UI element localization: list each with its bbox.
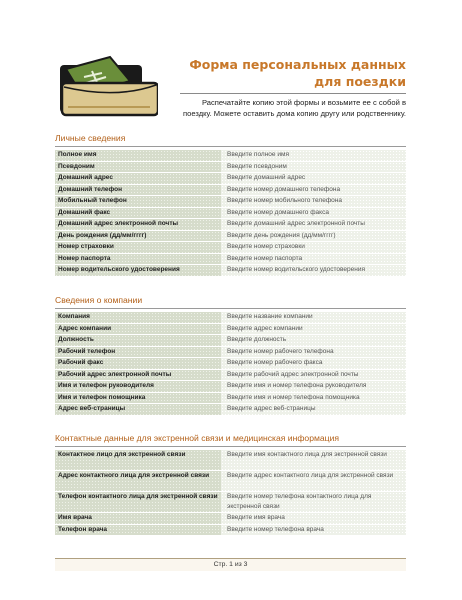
field-input[interactable]: Введите псевдоним [221, 162, 406, 173]
field-label: Имя и телефон руководителя [55, 381, 221, 392]
table-row [55, 173, 406, 184]
table-row [55, 254, 406, 265]
table-row [55, 370, 406, 381]
field-label: Адрес веб-страницы [55, 404, 221, 415]
field-label: Контактное лицо для экстренной связи [55, 450, 221, 470]
field-input[interactable]: Введите номер страховки [221, 242, 406, 253]
field-input[interactable]: Введите адрес контактного лица для экстренной связи [221, 471, 406, 491]
table-row [55, 358, 406, 369]
field-label: Домашний факс [55, 208, 221, 219]
field-label: Домашний адрес электронной почты [55, 219, 221, 230]
section-divider [55, 308, 406, 309]
field-input[interactable]: Введите номер паспорта [221, 254, 406, 265]
field-label: Домашний телефон [55, 185, 221, 196]
field-input[interactable]: Введите домашний адрес [221, 173, 406, 184]
field-label: Рабочий телефон [55, 347, 221, 358]
envelope-with-card-icon [58, 55, 158, 117]
section-divider [55, 446, 406, 447]
field-input[interactable]: Введите номер мобильного телефона [221, 196, 406, 207]
table-row [55, 450, 406, 470]
field-input[interactable]: Введите имя и номер телефона руководителя [221, 381, 406, 392]
section-title: Личные сведения [55, 133, 126, 143]
field-label: Адрес контактного лица для экстренной связи [55, 471, 221, 491]
field-label: Полное имя [55, 150, 221, 161]
field-label: Мобильный телефон [55, 196, 221, 207]
field-label: Адрес компании [55, 324, 221, 335]
table-row [55, 150, 406, 161]
field-input[interactable]: Введите домашний адрес электронной почты [221, 219, 406, 230]
field-input[interactable]: Введите должность [221, 335, 406, 346]
field-label: Номер паспорта [55, 254, 221, 265]
field-input[interactable]: Введите номер домашнего факса [221, 208, 406, 219]
table-row [55, 525, 406, 536]
table-row [55, 185, 406, 196]
section-divider [55, 146, 406, 147]
page-title: Форма персональных данных для поездки [189, 57, 406, 89]
field-label: Псевдоним [55, 162, 221, 173]
table-row [55, 492, 406, 512]
field-input[interactable]: Введите адрес компании [221, 324, 406, 335]
company-info-table [55, 311, 406, 416]
field-input[interactable]: Введите день рождения (дд/мм/гггг) [221, 231, 406, 242]
personal-info-table [55, 149, 406, 277]
section-title: Контактные данные для экстренной связи и медицинская информация [55, 433, 340, 443]
table-row [55, 162, 406, 173]
section-company [55, 295, 406, 416]
table-row [55, 312, 406, 323]
field-label: Компания [55, 312, 221, 323]
field-label: Имя и телефон помощника [55, 393, 221, 404]
field-input[interactable]: Введите имя контактного лица для экстренной связи [221, 450, 406, 470]
table-row [55, 347, 406, 358]
page-footer [55, 558, 406, 571]
table-row [55, 242, 406, 253]
field-input[interactable]: Введите номер водительского удостоверения [221, 265, 406, 276]
field-label: Должность [55, 335, 221, 346]
field-input[interactable]: Введите имя и номер телефона помощника [221, 393, 406, 404]
field-input[interactable]: Введите номер домашнего телефона [221, 185, 406, 196]
table-row [55, 219, 406, 230]
table-row [55, 208, 406, 219]
table-row [55, 513, 406, 524]
title-divider [180, 93, 406, 94]
section-personal [55, 133, 406, 277]
section-emergency-medical [55, 433, 406, 536]
table-row [55, 231, 406, 242]
field-label: Домашний адрес [55, 173, 221, 184]
field-label: Номер страховки [55, 242, 221, 253]
page-number: Стр. 1 из 3 [213, 561, 248, 568]
intro-text: Распечатайте копию этой формы и возьмите ее с собой в поездку. Можете оставить дома копию другу или родственнику. [183, 98, 406, 118]
field-input[interactable]: Введите название компании [221, 312, 406, 323]
table-row [55, 335, 406, 346]
table-row [55, 404, 406, 415]
table-row [55, 393, 406, 404]
table-row [55, 324, 406, 335]
field-input[interactable]: Введите имя врача [221, 513, 406, 524]
table-row [55, 471, 406, 491]
field-input[interactable]: Введите номер телефона контактного лица для экстренной связи [221, 492, 406, 512]
field-input[interactable]: Введите адрес веб-страницы [221, 404, 406, 415]
field-label: День рождения (дд/мм/гггг) [55, 231, 221, 242]
table-row [55, 381, 406, 392]
field-input[interactable]: Введите рабочий адрес электронной почты [221, 370, 406, 381]
field-label: Имя врача [55, 513, 221, 524]
emergency-info-table [55, 449, 406, 536]
table-row [55, 196, 406, 207]
field-label: Телефон врача [55, 525, 221, 536]
field-input[interactable]: Введите номер рабочего факса [221, 358, 406, 369]
field-label: Номер водительского удостоверения [55, 265, 221, 276]
field-input[interactable]: Введите номер телефона врача [221, 525, 406, 536]
field-label: Телефон контактного лица для экстренной связи [55, 492, 221, 512]
field-input[interactable]: Введите полное имя [221, 150, 406, 161]
section-title: Сведения о компании [55, 295, 143, 305]
field-label: Рабочий адрес электронной почты [55, 370, 221, 381]
field-label: Рабочий факс [55, 358, 221, 369]
table-row [55, 265, 406, 276]
field-input[interactable]: Введите номер рабочего телефона [221, 347, 406, 358]
